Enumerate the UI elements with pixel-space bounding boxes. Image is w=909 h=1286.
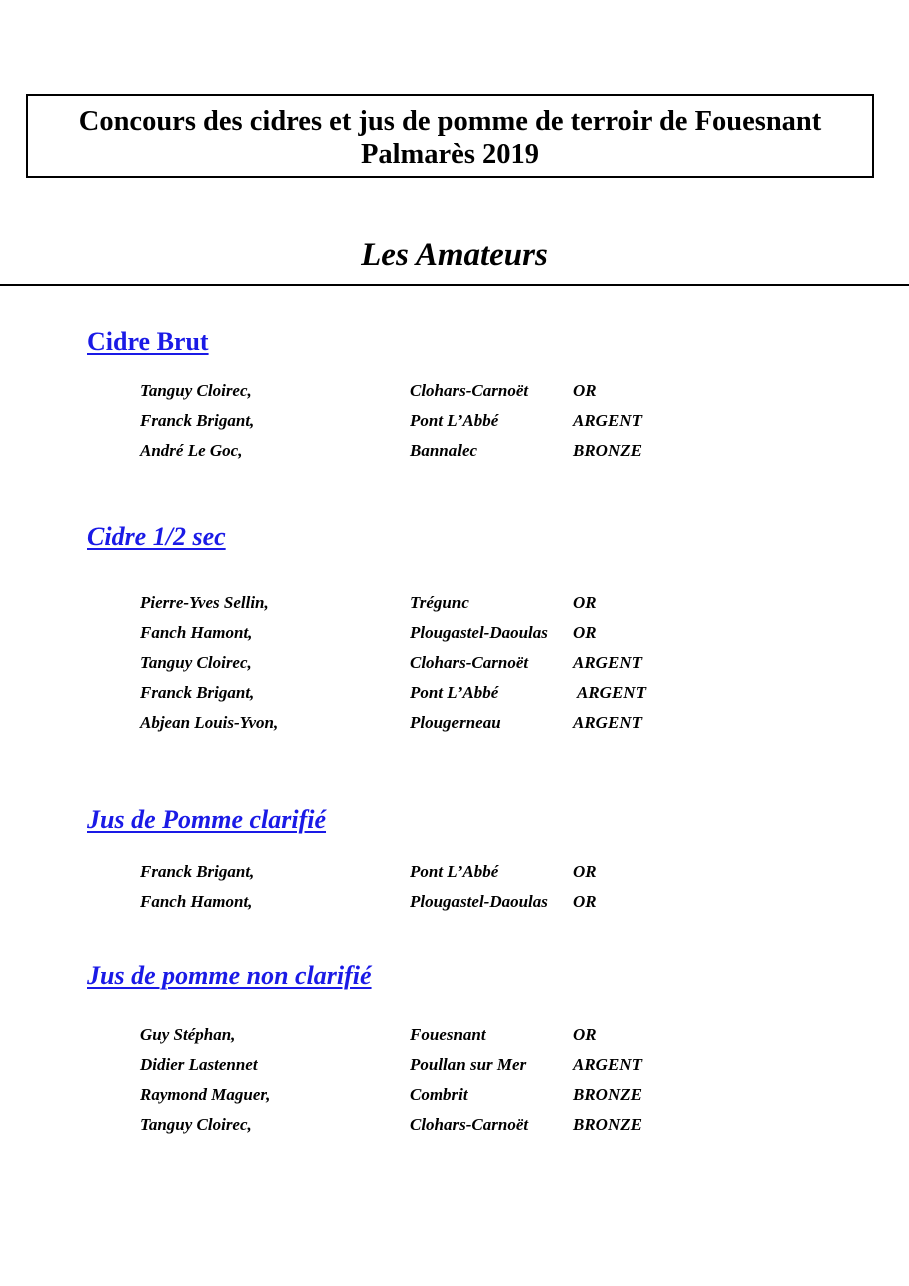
- medal-award: ARGENT: [573, 713, 642, 732]
- medal-award: OR: [573, 1025, 597, 1044]
- entrant-name: Tanguy Cloirec,: [140, 1115, 252, 1134]
- medal-award: ARGENT: [573, 411, 642, 430]
- section-heading-jus-non-clarifie[interactable]: Jus de pomme non clarifié: [87, 961, 372, 990]
- table-row: [0, 652, 909, 674]
- title-box: [26, 94, 874, 178]
- entrant-town: Clohars-Carnoët: [410, 1115, 529, 1134]
- table-row: [0, 1024, 909, 1046]
- entrant-town: Pont L’Abbé: [410, 683, 499, 702]
- table-row: [0, 380, 909, 402]
- table-row: [0, 1084, 909, 1106]
- table-row: [0, 682, 909, 704]
- entrant-name: Pierre-Yves Sellin,: [140, 593, 269, 612]
- entrant-name: Didier Lastennet: [140, 1055, 258, 1074]
- entrant-name: Franck Brigant,: [140, 862, 255, 881]
- table-row: [0, 891, 909, 913]
- entrant-town: Plougastel-Daoulas: [410, 892, 548, 911]
- medal-award: OR: [573, 381, 597, 400]
- section-heading-cidre-brut[interactable]: Cidre Brut: [87, 327, 209, 356]
- table-row: [0, 440, 909, 462]
- entrant-town: Combrit: [410, 1085, 468, 1104]
- table-row: [0, 592, 909, 614]
- table-row: [0, 861, 909, 883]
- medal-award: ARGENT: [577, 683, 646, 702]
- entrant-town: Clohars-Carnoët: [410, 381, 529, 400]
- entrant-name: Raymond Maguer,: [140, 1085, 271, 1104]
- entrant-name: Tanguy Cloirec,: [140, 653, 252, 672]
- entrant-name: Guy Stéphan,: [140, 1025, 236, 1044]
- table-row: [0, 1114, 909, 1136]
- table-row: [0, 410, 909, 432]
- entrant-name: Franck Brigant,: [140, 411, 255, 430]
- medal-award: BRONZE: [573, 441, 642, 460]
- entrant-town: Poullan sur Mer: [410, 1055, 527, 1074]
- table-row: [0, 1054, 909, 1076]
- table-row: [0, 712, 909, 734]
- entrant-name: Franck Brigant,: [140, 683, 255, 702]
- medal-award: BRONZE: [573, 1115, 642, 1134]
- entrant-name: Fanch Hamont,: [140, 892, 253, 911]
- entrant-town: Pont L’Abbé: [410, 862, 499, 881]
- medal-award: OR: [573, 623, 597, 642]
- horizontal-rule: [0, 284, 909, 286]
- entrant-town: Fouesnant: [410, 1025, 486, 1044]
- table-row: [0, 622, 909, 644]
- medal-award: OR: [573, 892, 597, 911]
- entrant-town: Pont L’Abbé: [410, 411, 499, 430]
- entrant-name: André Le Goc,: [140, 441, 243, 460]
- medal-award: OR: [573, 862, 597, 881]
- medal-award: BRONZE: [573, 1085, 642, 1104]
- entrant-name: Abjean Louis-Yvon,: [140, 713, 279, 732]
- section-heading-cidre-demi-sec[interactable]: Cidre 1/2 sec: [87, 522, 226, 551]
- entrant-town: Plougerneau: [410, 713, 501, 732]
- entrant-name: Tanguy Cloirec,: [140, 381, 252, 400]
- entrant-name: Fanch Hamont,: [140, 623, 253, 642]
- medal-award: ARGENT: [573, 653, 642, 672]
- section-heading-jus-clarifie[interactable]: Jus de Pomme clarifié: [87, 805, 327, 834]
- entrant-town: Plougastel-Daoulas: [410, 623, 548, 642]
- entrant-town: Trégunc: [410, 593, 469, 612]
- document-year-title: Palmarès 2019: [360, 139, 540, 170]
- medal-award: ARGENT: [573, 1055, 642, 1074]
- entrant-town: Bannalec: [410, 441, 478, 460]
- entrant-town: Clohars-Carnoët: [410, 653, 529, 672]
- document-title: Concours des cidres et jus de pomme de terroir de Fouesnant: [78, 106, 822, 137]
- medal-award: OR: [573, 593, 597, 612]
- category-title: Les Amateurs: [361, 237, 548, 273]
